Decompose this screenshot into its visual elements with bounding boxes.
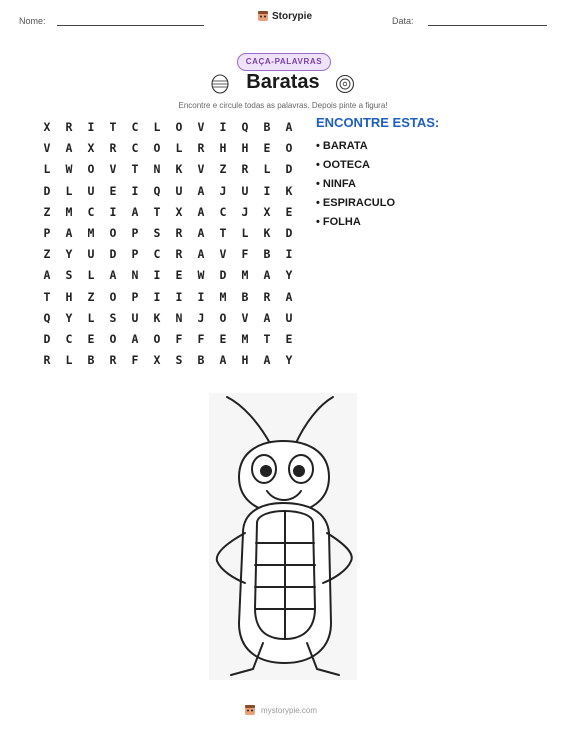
- grid-row: [36, 329, 300, 350]
- grid-letter[interactable]: T: [153, 204, 161, 219]
- grid-letter[interactable]: C: [65, 331, 73, 346]
- grid-row: [36, 181, 300, 202]
- grid-letter[interactable]: U: [241, 183, 249, 198]
- grid-letter[interactable]: D: [43, 183, 51, 198]
- footer-url[interactable]: mystorypie.com: [261, 705, 318, 715]
- grid-letter[interactable]: Z: [43, 204, 51, 219]
- grid-letter[interactable]: C: [131, 120, 139, 134]
- grid-letter[interactable]: T: [43, 289, 51, 304]
- grid-letter[interactable]: J: [197, 310, 205, 325]
- grid-row: [36, 159, 300, 180]
- grid-letter[interactable]: U: [175, 183, 183, 198]
- grid-letter[interactable]: S: [175, 353, 183, 368]
- grid-letter[interactable]: O: [219, 310, 227, 325]
- grid-letter[interactable]: F: [197, 331, 205, 346]
- grid-letter[interactable]: A: [65, 225, 73, 240]
- grid-letter[interactable]: T: [263, 331, 271, 346]
- grid-letter[interactable]: P: [131, 247, 139, 262]
- grid-letter[interactable]: I: [153, 268, 161, 283]
- grid-letter[interactable]: X: [87, 141, 95, 156]
- word-list-item: • FOLHA: [316, 216, 361, 228]
- grid-row: [36, 265, 300, 286]
- storypie-mascot-icon: [257, 10, 269, 22]
- grid-letter[interactable]: R: [263, 289, 271, 304]
- grid-letter[interactable]: U: [87, 247, 95, 262]
- grid-letter[interactable]: C: [87, 204, 95, 219]
- grid-letter[interactable]: Y: [65, 310, 73, 325]
- brand-logo: [257, 10, 312, 22]
- grid-letter[interactable]: D: [109, 247, 117, 262]
- grid-letter[interactable]: E: [285, 204, 293, 219]
- grid-letter[interactable]: T: [219, 225, 227, 240]
- grid-letter[interactable]: E: [219, 331, 227, 346]
- grid-letter[interactable]: R: [197, 141, 205, 156]
- grid-letter[interactable]: U: [87, 183, 95, 198]
- grid-letter[interactable]: V: [43, 141, 51, 156]
- grid-letter[interactable]: W: [65, 162, 73, 177]
- grid-letter[interactable]: V: [109, 162, 117, 177]
- grid-letter[interactable]: O: [109, 289, 117, 304]
- grid-letter[interactable]: M: [241, 268, 249, 283]
- grid-letter[interactable]: L: [153, 120, 161, 134]
- grid-letter[interactable]: R: [241, 162, 249, 177]
- grid-letter[interactable]: A: [197, 183, 205, 198]
- word-list-item: • NINFA: [316, 178, 356, 190]
- grid-letter[interactable]: A: [285, 289, 293, 304]
- grid-letter[interactable]: Z: [43, 247, 51, 262]
- date-label: Data:: [392, 16, 414, 26]
- grid-row: [36, 350, 300, 371]
- word-list-item: • BARATA: [316, 140, 368, 152]
- grid-letter[interactable]: U: [131, 310, 139, 325]
- grid-letter[interactable]: P: [131, 225, 139, 240]
- grid-letter[interactable]: B: [241, 289, 249, 304]
- grid-row: [36, 287, 300, 308]
- storypie-mascot-icon: [244, 704, 256, 716]
- grid-letter[interactable]: I: [197, 289, 205, 304]
- grid-letter[interactable]: M: [65, 204, 73, 219]
- grid-letter[interactable]: O: [153, 331, 161, 346]
- grid-letter[interactable]: N: [153, 162, 161, 177]
- grid-letter[interactable]: R: [175, 247, 183, 262]
- grid-letter[interactable]: C: [153, 247, 161, 262]
- grid-letter[interactable]: M: [219, 289, 227, 304]
- grid-letter[interactable]: Q: [241, 120, 249, 134]
- puzzle-type-badge: CAÇA-PALAVRAS: [237, 53, 331, 71]
- grid-letter[interactable]: M: [87, 225, 95, 240]
- grid-letter[interactable]: H: [65, 289, 73, 304]
- grid-letter[interactable]: V: [197, 162, 205, 177]
- shell-icon: [335, 74, 355, 94]
- grid-letter[interactable]: O: [175, 120, 183, 134]
- grid-letter[interactable]: I: [219, 120, 227, 134]
- grid-letter[interactable]: O: [87, 162, 95, 177]
- grid-letter[interactable]: K: [153, 310, 161, 325]
- grid-letter[interactable]: K: [175, 162, 183, 177]
- footer: [244, 704, 317, 716]
- grid-letter[interactable]: Q: [43, 310, 51, 325]
- grid-letter[interactable]: E: [285, 331, 293, 346]
- instructions: Encontre e circule todas as palavras. Depois pinte a figura!: [178, 101, 388, 110]
- grid-letter[interactable]: A: [197, 247, 205, 262]
- grid-letter[interactable]: O: [285, 141, 293, 156]
- grid-letter[interactable]: V: [241, 310, 249, 325]
- word-list-item: • ESPIRACULO: [316, 197, 396, 209]
- grid-letter[interactable]: P: [43, 225, 51, 240]
- grid-letter[interactable]: I: [153, 289, 161, 304]
- grid-letter[interactable]: B: [197, 353, 205, 368]
- grid-letter[interactable]: H: [219, 141, 227, 156]
- grid-letter[interactable]: E: [109, 183, 117, 198]
- grid-letter[interactable]: A: [43, 268, 51, 283]
- grid-letter[interactable]: B: [263, 120, 271, 134]
- grid-letter[interactable]: T: [131, 162, 139, 177]
- grid-letter[interactable]: R: [109, 353, 117, 368]
- grid-letter[interactable]: D: [285, 225, 293, 240]
- grid-row: [36, 223, 300, 244]
- grid-letter[interactable]: D: [43, 331, 51, 346]
- grid-letter[interactable]: I: [87, 120, 95, 134]
- grid-letter[interactable]: A: [263, 310, 271, 325]
- grid-letter[interactable]: N: [175, 310, 183, 325]
- grid-letter[interactable]: B: [263, 247, 271, 262]
- grid-letter[interactable]: O: [153, 141, 161, 156]
- grid-letter[interactable]: A: [131, 331, 139, 346]
- grid-letter[interactable]: V: [197, 120, 205, 134]
- grid-letter[interactable]: A: [219, 353, 227, 368]
- grid-letter[interactable]: A: [65, 141, 73, 156]
- grid-letter[interactable]: A: [263, 353, 271, 368]
- grid-letter[interactable]: C: [131, 141, 139, 156]
- grid-letter[interactable]: P: [131, 289, 139, 304]
- word-list-title: ENCONTRE ESTAS:: [316, 115, 440, 130]
- brand-name: Storypie: [272, 10, 313, 22]
- grid-letter[interactable]: B: [87, 353, 95, 368]
- grid-letter[interactable]: Q: [153, 183, 161, 198]
- grid-letter[interactable]: H: [241, 353, 249, 368]
- grid-letter[interactable]: Z: [87, 289, 95, 304]
- grid-letter[interactable]: E: [175, 268, 183, 283]
- grid-letter[interactable]: Y: [65, 247, 73, 262]
- name-line[interactable]: [57, 25, 204, 26]
- grid-letter[interactable]: I: [109, 204, 117, 219]
- grid-letter[interactable]: L: [263, 162, 271, 177]
- grid-row: [36, 117, 300, 138]
- grid-letter[interactable]: I: [285, 247, 293, 262]
- grid-letter[interactable]: M: [241, 331, 249, 346]
- grid-letter[interactable]: L: [65, 183, 73, 198]
- grid-letter[interactable]: E: [263, 141, 271, 156]
- grid-letter[interactable]: Y: [285, 268, 293, 283]
- grid-letter[interactable]: H: [241, 141, 249, 156]
- grid-letter[interactable]: X: [43, 120, 51, 134]
- grid-letter[interactable]: D: [219, 268, 227, 283]
- grid-letter[interactable]: L: [241, 225, 249, 240]
- grid-letter[interactable]: R: [65, 120, 73, 134]
- grid-letter[interactable]: I: [131, 183, 139, 198]
- grid-letter[interactable]: L: [87, 268, 95, 283]
- grid-letter[interactable]: N: [131, 268, 139, 283]
- grid-letter[interactable]: X: [263, 204, 271, 219]
- grid-letter[interactable]: A: [109, 268, 117, 283]
- grid-letter[interactable]: F: [241, 247, 249, 262]
- grid-letter[interactable]: Z: [219, 162, 227, 177]
- grid-row: [36, 138, 300, 159]
- grid-letter[interactable]: R: [109, 141, 117, 156]
- grid-row: [36, 244, 300, 265]
- page-title: Baratas: [246, 71, 320, 93]
- grid-row: [36, 202, 300, 223]
- word-search-grid[interactable]: [36, 117, 300, 371]
- grid-letter[interactable]: K: [263, 225, 271, 240]
- grid-letter[interactable]: I: [175, 289, 183, 304]
- grid-letter[interactable]: J: [241, 204, 249, 219]
- grid-letter[interactable]: X: [153, 353, 161, 368]
- grid-letter[interactable]: A: [285, 120, 293, 134]
- grid-letter[interactable]: A: [197, 204, 205, 219]
- grid-letter[interactable]: L: [175, 141, 183, 156]
- grid-letter[interactable]: X: [175, 204, 183, 219]
- grid-letter[interactable]: A: [197, 225, 205, 240]
- grid-letter[interactable]: R: [175, 225, 183, 240]
- grid-letter[interactable]: O: [109, 331, 117, 346]
- grid-letter[interactable]: F: [175, 331, 183, 346]
- grid-letter[interactable]: S: [65, 268, 73, 283]
- grid-letter[interactable]: J: [219, 183, 227, 198]
- grid-letter[interactable]: Y: [285, 353, 293, 368]
- grid-letter[interactable]: E: [87, 331, 95, 346]
- grid-letter[interactable]: V: [219, 247, 227, 262]
- grid-letter[interactable]: L: [87, 310, 95, 325]
- grid-row: [36, 308, 300, 329]
- grid-letter[interactable]: S: [153, 225, 161, 240]
- grid-letter[interactable]: I: [263, 183, 271, 198]
- grid-letter[interactable]: W: [197, 268, 205, 283]
- grid-letter[interactable]: L: [43, 162, 51, 177]
- date-line[interactable]: [428, 25, 547, 26]
- grid-letter[interactable]: R: [43, 353, 51, 368]
- grid-letter[interactable]: A: [263, 268, 271, 283]
- grid-letter[interactable]: F: [131, 353, 139, 368]
- grid-letter[interactable]: A: [131, 204, 139, 219]
- word-list: [316, 115, 439, 232]
- name-label: Nome:: [19, 16, 46, 26]
- grid-letter[interactable]: C: [219, 204, 227, 219]
- grid-letter[interactable]: U: [285, 310, 293, 325]
- grid-letter[interactable]: T: [109, 120, 117, 134]
- grid-letter[interactable]: K: [285, 183, 293, 198]
- cockroach-drawing: [209, 393, 357, 680]
- grid-letter[interactable]: O: [109, 225, 117, 240]
- grid-letter[interactable]: L: [65, 353, 73, 368]
- grid-letter[interactable]: D: [285, 162, 293, 177]
- word-list-item: • OOTECA: [316, 159, 370, 171]
- cockroach-illustration: [209, 393, 357, 680]
- grid-letter[interactable]: S: [109, 310, 117, 325]
